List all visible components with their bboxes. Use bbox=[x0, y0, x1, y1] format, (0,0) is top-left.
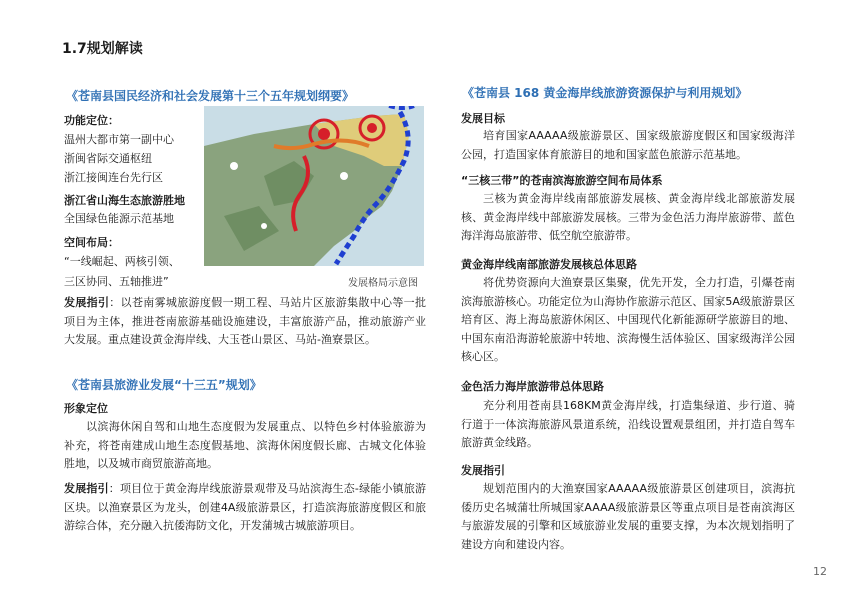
func-line-3: 浙江接闽连台先行区 bbox=[64, 171, 163, 184]
image-position-text: 以滨海休闲自驾和山地生态度假为发展重点、以特色乡村体验旅游为补充，将苍南建成山地生态度假基地、滨海休闲度假长廊、古城文化体验胜地，以及城市商贸旅游高地。 bbox=[64, 420, 426, 470]
section1-guide-label: 发展指引 bbox=[64, 296, 110, 309]
map-caption: 发展格局示意图 bbox=[348, 278, 418, 289]
zj-label: 浙江省山海生态旅游胜地 bbox=[64, 194, 185, 207]
space-line-2: 三区协同、五轴推进” bbox=[64, 275, 169, 288]
section1-guide-text: ：以苍南雾城旅游度假一期工程、马站片区旅游集散中心等一批项目为主体，推进苍南旅游基础设施建设，丰富旅游产品，推动旅游产业大发展。重点建设黄金海岸线、大玉苍山景区、马站-渔寮景区。 bbox=[64, 296, 427, 346]
section2-title: 《苍南县旅游业发展“十三五”规划》 bbox=[66, 378, 262, 392]
section1-guide bbox=[64, 294, 426, 350]
func-label: 功能定位： bbox=[64, 114, 119, 127]
section2-guide-text: ：项目位于黄金海岸线旅游景观带及马站滨海生态-绿能小镇旅游区块。以渔寮景区为龙头，创建4A级旅游景区，打造滨海旅游度假区和旅游综合体，充分融入抗倭海防文化，开发蒲城古城旅游项目。 bbox=[64, 482, 427, 532]
gold-coast-text: 充分利用苍南县168KM黄金海岸线，打造集绿道、步行道、骑行道于一体滨海旅游风景道系统，沿线设置观景组团，并打造自驾车旅游黄金线路。 bbox=[461, 399, 795, 449]
func-line-2: 浙闽省际交通枢纽 bbox=[64, 152, 152, 165]
zj-line: 全国绿色能源示范基地 bbox=[64, 212, 174, 225]
space-line-1: “一线崛起、两核引领、 bbox=[64, 255, 180, 268]
development-pattern-map bbox=[204, 106, 424, 266]
south-core-label: 黄金海岸线南部旅游发展核总体思路 bbox=[461, 258, 637, 271]
func-line-1: 温州大都市第一副中心 bbox=[64, 133, 174, 146]
section2-guide bbox=[64, 480, 426, 536]
goal-text: 培育国家AAAAA级旅游景区、国家级旅游度假区和国家级海洋公园，打造国家体育旅游目的地和国家蓝色旅游示范基地。 bbox=[461, 129, 795, 161]
right-guide-text: 规划范围内的大渔寮国家AAAAA级旅游景区创建项目，滨海抗倭历史名城蒲壮所城国家AAAA级旅游景区等重点项目是苍南滨海区与旅游发展的引擎和区域旅游业发展的重要支撑，为本次规划指明了建设方向和建设内容。 bbox=[461, 482, 795, 551]
three-core-text: 三核为黄金海岸线南部旅游发展核、黄金海岸线北部旅游发展核、黄金海岸线中部旅游发展核。三带为金色活力海岸旅游带、蓝色海洋海岛旅游带、低空航空旅游带。 bbox=[461, 192, 795, 242]
page-title: 1.7规划解读 bbox=[62, 41, 143, 57]
three-core-label: “三核三带”的苍南滨海旅游空间布局体系 bbox=[461, 174, 663, 187]
section2-guide-label: 发展指引 bbox=[64, 482, 109, 495]
goal-label: 发展目标 bbox=[461, 112, 505, 125]
gold-coast-label: 金色活力海岸旅游带总体思路 bbox=[461, 380, 604, 393]
section1-title: 《苍南县国民经济和社会发展第十三个五年规划纲要》 bbox=[66, 89, 355, 103]
right-section-title: 《苍南县 168 黄金海岸线旅游资源保护与利用规划》 bbox=[462, 86, 748, 100]
space-label: 空间布局： bbox=[64, 236, 119, 249]
right-guide-label: 发展指引 bbox=[461, 464, 505, 477]
south-core-text: 将优势资源向大渔寮景区集聚，优先开发，全力打造，引爆苍南滨海旅游核心。功能定位为山海协作旅游示范区、国家5A级旅游景区培育区、海上海岛旅游休闲区、中国现代化新能源研学旅游目的地、中国东南沿海游轮旅游中转地、滨海慢生活体验区、国家级海洋公园核心区。 bbox=[461, 276, 795, 363]
page-number: 12 bbox=[813, 565, 827, 578]
image-position-label: 形象定位 bbox=[64, 402, 108, 415]
